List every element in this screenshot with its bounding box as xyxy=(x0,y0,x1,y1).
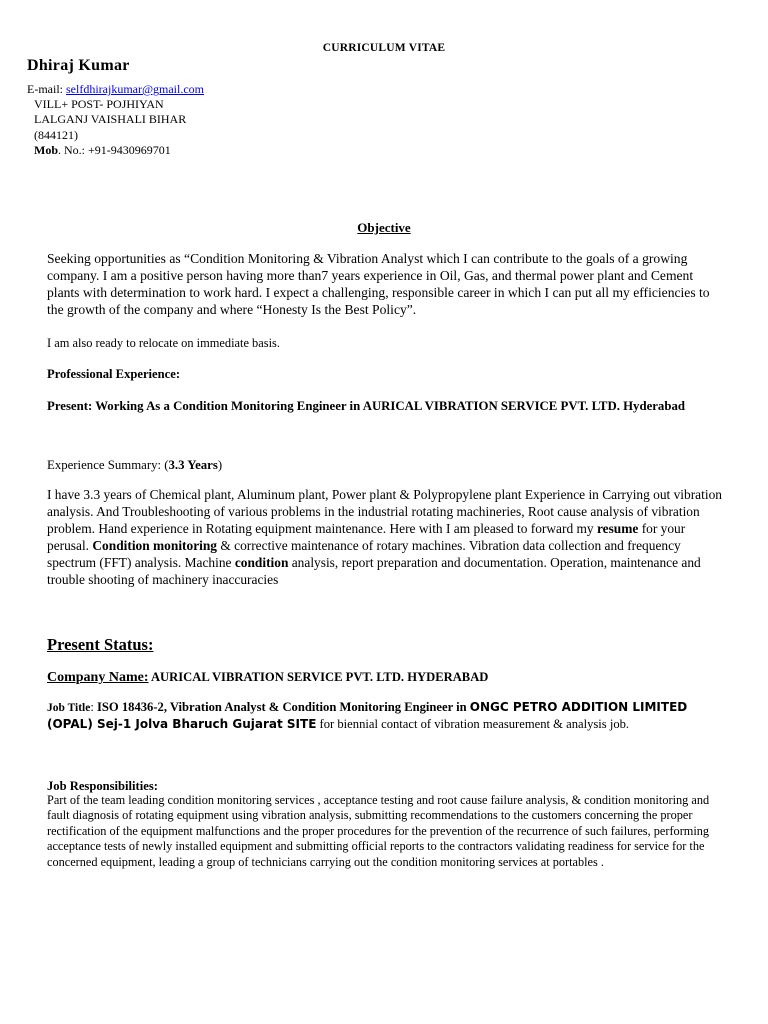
mobile-line xyxy=(27,143,204,158)
email-link[interactable]: selfdhirajkumar@gmail.com xyxy=(66,82,205,96)
experience-summary-label: Experience Summary: ( xyxy=(47,458,169,472)
job-title-role: ISO 18436-2, Vibration Analyst & Condition Monitoring Engineer in xyxy=(97,700,470,714)
job-title-colon: : xyxy=(90,700,98,714)
experience-years: 3.3 Years xyxy=(168,458,218,472)
exp-text-1: I have 3.3 years of Chemical plant, Aluminum plant, Power plant & Polypropylene plant Experience in Carrying out vibration analysis. And Troubleshooting of various problems in the industrial rotating machineries, Root cause analysis of vibration problem. Hand experience in Rotating equipment maintenance. Here with I am pleased to forward my xyxy=(47,487,722,536)
objective-text: Seeking opportunities as “Condition Monitoring & Vibration Analyst which I can contribute to the goals of a growing company. I am a positive person having more than7 years experience in Oil, Gas, and thermal power plant and Cement plants with determination to work hard. I expect a challenging, responsible career in which I can put all my efficiencies to the growth of the company and where “Honesty Is the Best Policy”. xyxy=(47,251,710,317)
mobile-label: Mob xyxy=(34,142,58,157)
company-line xyxy=(47,670,488,686)
cv-title: CURRICULUM VITAE xyxy=(322,42,446,54)
email-line xyxy=(27,82,204,97)
candidate-name: Dhiraj Kumar xyxy=(27,57,130,74)
professional-experience-heading: Professional Experience: xyxy=(47,367,181,381)
address-line-1: VILL+ POST- POJHIYAN xyxy=(34,97,164,112)
exp-condition: condition xyxy=(234,554,289,570)
exp-text-3: & corrective maintenance of rotary machines. Vibration data collection and frequency spectrum (FFT) analysis. Machine xyxy=(47,537,681,570)
experience-summary xyxy=(47,458,222,473)
mobile-number: . No.: +91-9430969701 xyxy=(58,142,171,157)
exp-text-4: analysis, report preparation and documentation. Operation, maintenance and trouble shooting of machinery inaccuracies xyxy=(47,554,701,587)
pin-code: (844121) xyxy=(34,127,78,142)
address-line-2: LALGANJ VAISHALI BIHAR xyxy=(34,112,187,127)
email-label: E-mail: xyxy=(27,82,63,96)
experience-summary-close: ) xyxy=(217,458,223,472)
present-position: Present: Working As a Condition Monitoring Engineer in AURICAL VIBRATION SERVICE PVT. LTD. Hyderabad xyxy=(47,399,685,413)
company-value: AURICAL VIBRATION SERVICE PVT. LTD. HYDERABAD xyxy=(148,670,489,684)
job-responsibilities-heading: Job Responsibilities: xyxy=(47,779,158,793)
job-title xyxy=(47,700,723,733)
experience-description xyxy=(47,487,723,588)
exp-resume: resume xyxy=(596,520,639,536)
relocate-text: I am also ready to relocate on immediate basis. xyxy=(47,336,280,350)
exp-condition-monitoring: Condition monitoring xyxy=(92,537,218,553)
job-title-desc: for biennial contact of vibration measurement & analysis job. xyxy=(316,716,630,731)
objective-heading: Objective xyxy=(357,220,411,235)
job-title-label: Job Title xyxy=(47,702,91,714)
job-responsibilities-text: Part of the team leading condition monitoring services , acceptance testing and root cause failure analysis, & condition monitoring and fault diagnosis of rotating equipment using vibration analysis, submitting recommendations to the customers concerning the proper rectification of the equipment malfunctions and the proper procedures for the prevention of the recurrence of such failures, performing acceptance tests of newly installed equipment and submitting official reports to the contractors validating readiness for service for the concerned equipment, leading a group of technicians carrying out the condition monitoring services at portables . xyxy=(47,793,710,869)
job-title-site: ONGC PETRO ADDITION LIMITED (OPAL) Sej-1 Jolva Bharuch Gujarat SITE xyxy=(47,700,688,731)
present-status-heading: Present Status: xyxy=(47,635,154,654)
company-label: Company Name: xyxy=(47,670,149,685)
contact-block xyxy=(27,82,204,158)
exp-text-2: for your perusal. xyxy=(47,520,686,553)
